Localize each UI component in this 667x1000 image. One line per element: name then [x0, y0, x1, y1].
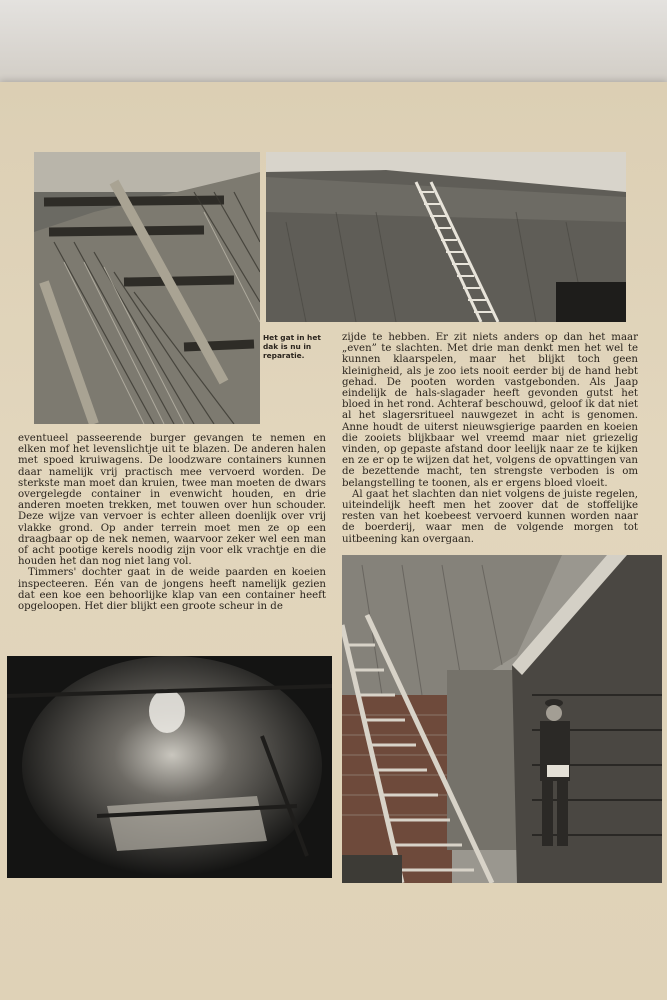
thatched-roof-ladder-photo	[266, 152, 626, 322]
dark-barn-interior-photo	[7, 656, 332, 878]
right-paragraph-2: Al gaat het slachten dan niet volgens de juiste regelen, uiteindelijk heeft men het zoover dat de stoffelijke resten van het koebeest vervoerd kunnen worden naar de boerderij, waar men de volgende morgen tot uitbeening kan overgaan.	[342, 488, 638, 545]
left-column-text	[18, 433, 326, 612]
thatch-roof-beams-photo	[34, 152, 260, 424]
background-wall	[0, 0, 667, 95]
right-column-text	[342, 332, 638, 545]
left-paragraph-2: Timmers' dochter gaat in de weide paarden en koeien inspecteeren. Eén van de jongens heeft namelijk gezien dat een koe een behoorlijke klap van een container heeft opgeloopen. Het dier blijkt een groote scheur in de	[18, 567, 326, 613]
photo-caption: Het gat in het dak is nu in reparatie.	[263, 333, 321, 360]
right-paragraph-1: zijde te hebben. Er zit niets anders op dan het maar „even” te slachten. Met drie man denkt men het wel te kunnen klaarspelen, maar het blijkt toch geen kleinigheid, als je zoo iets nooit eerder bij de hand hebt gehad. De pooten worden vastgebonden. Als Jaap eindelijk de hals-slagader heeft gevonden gutst het bloed in het rond. Achteraf beschouwd, geloof ik dat niet al het slagersritueel nauwgezet in acht is genomen. Anne houdt de uiterst nieuwsgierige paarden en koeien die zooiets blijkbaar wel vreemd maar niet griezelig vinden, op gepaste afstand door leelijk naar ze te kijken en ze er op te wijzen dat het, volgens de opvattingen van de bezettende macht, ten strengste verboden is om belangstelling te toonen, als er ergens bloed vloeit.	[342, 332, 638, 489]
left-paragraph-1: eventueel passeerende burger gevangen te nemen en elken mof het levenslichtje uit te blazen. De anderen halen met spoed kruiwagens. De loodzware containers kunnen daar namelijk vrij practisch mee vervoerd worden. De sterkste man moet dan kruien, twee man moeten de dwars overgelegde container in evenwicht houden, en drie anderen moeten trekken, met touwen over hun schouder. Deze wijze van vervoer is echter alleen doenlijk over vrij vlakke grond. Op ander terrein moet men ze op een draagbaar op de nek nemen, waarvoor zeker wel een man of acht pootige kerels noodig zijn voor elk vrachtje en die houden het dan nog niet lang vol.	[18, 433, 326, 568]
farmer-by-barn-photo	[342, 555, 662, 883]
